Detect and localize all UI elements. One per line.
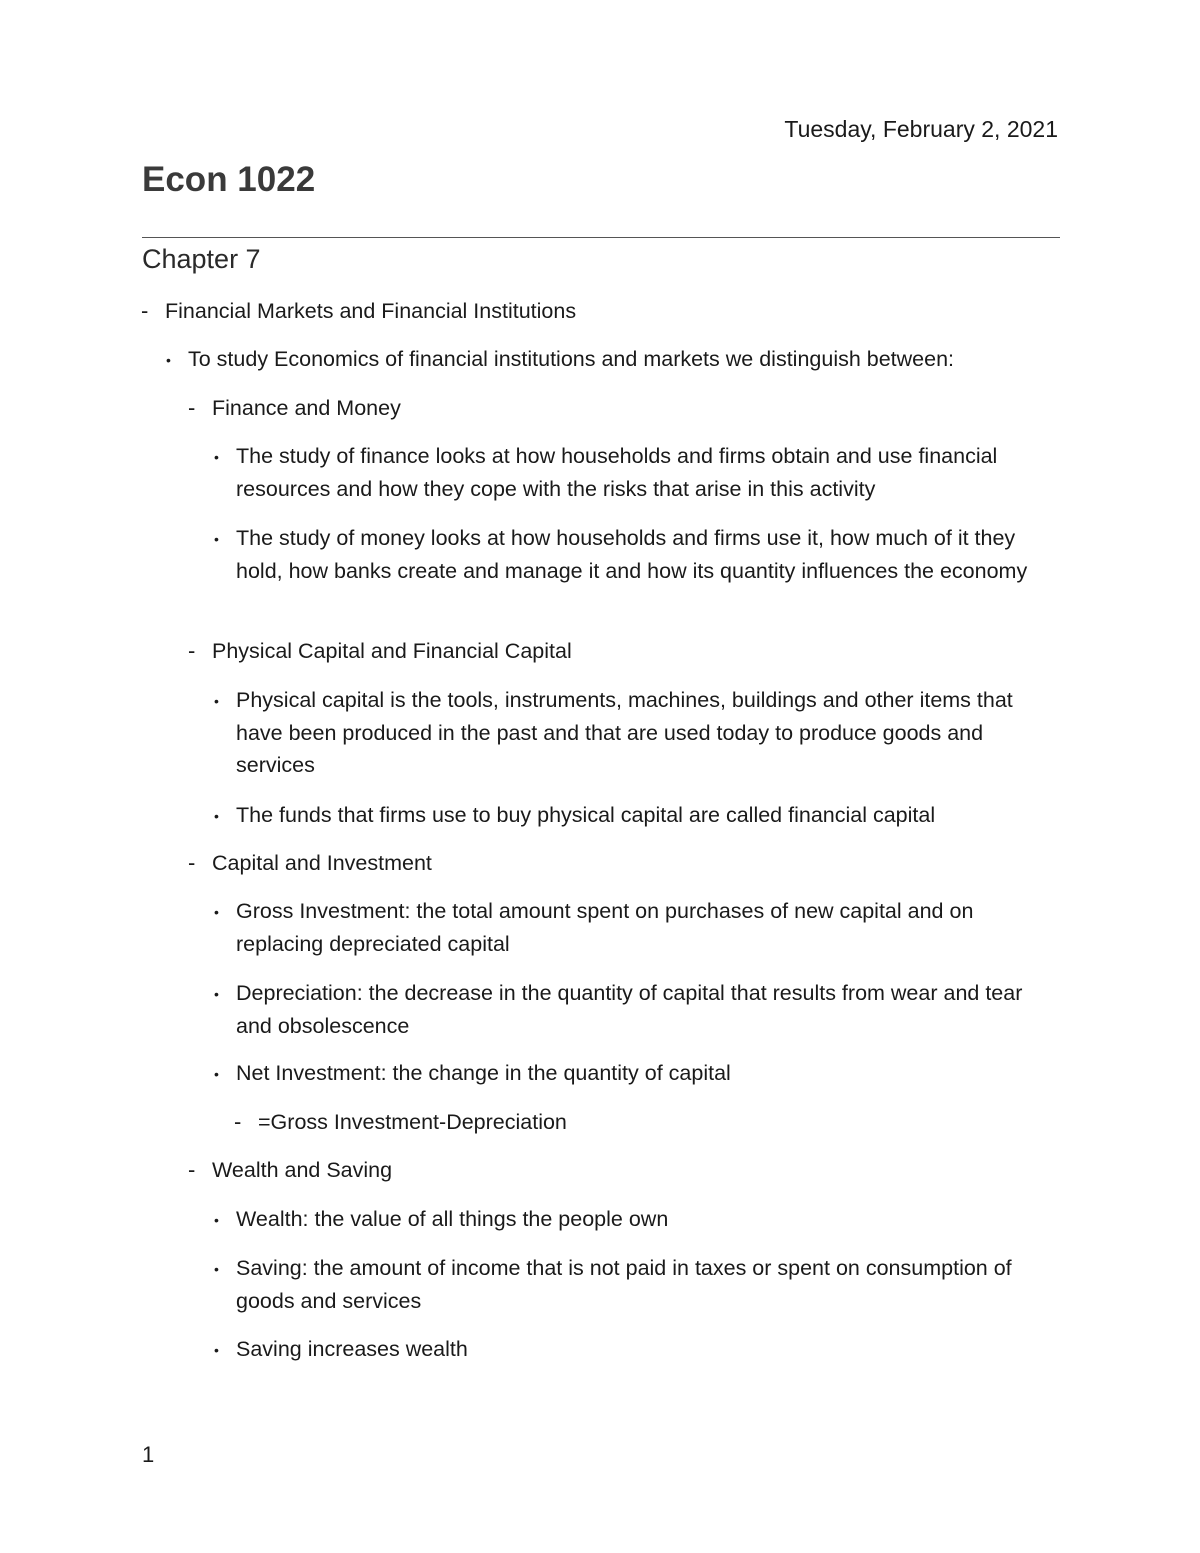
bullet-marker: • [214,1261,219,1277]
bullet-marker: • [166,352,171,368]
outline-item-level4 [214,440,1058,505]
bullet-marker: • [214,808,219,824]
outline-item-level5 [234,1106,1058,1139]
bullet-marker: • [214,693,219,709]
outline-text: =Gross Investment-Depreciation [258,1110,567,1134]
dash-marker: - [188,395,196,420]
bullet-marker: • [214,1212,219,1228]
outline-text: Wealth: the value of all things the people own [236,1207,669,1231]
outline-item-level4 [214,1203,1058,1236]
page-number: 1 [142,1442,155,1467]
outline-item-level4 [214,895,1058,960]
outline-item-level4 [214,1252,1058,1317]
outline-item-level4 [214,522,1058,587]
outline-item-level4 [214,799,1058,832]
outline-item-level4 [214,977,1058,1042]
bullet-marker: • [214,449,219,465]
outline-item-level1 [141,295,1045,328]
document-date: Tuesday, February 2, 2021 [784,116,1058,142]
dash-marker: - [141,298,149,323]
outline-text: Net Investment: the change in the quantity of capital [236,1061,731,1085]
outline-text: The study of money looks at how households and firms use it, how much of it they hold, how banks create and manage it and how its quantity influences the economy [236,526,1028,583]
dash-marker: - [188,850,196,875]
bullet-marker: • [214,986,219,1002]
outline-text: Finance and Money [212,396,401,420]
bullet-marker: • [214,904,219,920]
outline-text: Depreciation: the decrease in the quantity of capital that results from wear and tear and obsolescence [236,981,1023,1038]
outline-item-level3 [188,635,1052,668]
outline-item-level4 [214,1333,1058,1366]
outline-item-level4 [214,1057,1058,1090]
outline-text: Physical Capital and Financial Capital [212,639,572,663]
bullet-marker: • [214,531,219,547]
bullet-marker: • [214,1342,219,1358]
outline-item-level3 [188,392,1052,425]
outline-text: To study Economics of financial institutions and markets we distinguish between: [188,347,955,371]
outline-text: Capital and Investment [212,851,432,875]
outline-item-level3 [188,1154,1052,1187]
outline-text: Physical capital is the tools, instruments, machines, buildings and other items that have been produced in the past and that are used today to produce goods and services [236,688,1013,777]
chapter-heading: Chapter 7 [142,244,261,274]
outline-text: Wealth and Saving [212,1158,393,1182]
outline-text: Saving: the amount of income that is not paid in taxes or spent on consumption of goods and services [236,1256,1012,1313]
outline-text: The study of finance looks at how households and firms obtain and use financial resources and how they cope with the risks that arise in this activity [236,444,998,501]
outline-item-level4 [214,684,1058,782]
document-title: Econ 1022 [142,160,316,199]
outline-text: Gross Investment: the total amount spent on purchases of new capital and on replacing depreciated capital [236,899,974,956]
outline-item-level3 [188,847,1052,880]
dash-marker: - [234,1109,242,1134]
outline-text: The funds that firms use to buy physical capital are called financial capital [236,803,936,827]
outline-text: Saving increases wealth [236,1337,468,1361]
title-divider [142,237,1060,238]
dash-marker: - [188,1157,196,1182]
outline-item-level2 [166,343,1058,376]
dash-marker: - [188,638,196,663]
bullet-marker: • [214,1066,219,1082]
outline-text: Financial Markets and Financial Institutions [165,299,577,323]
